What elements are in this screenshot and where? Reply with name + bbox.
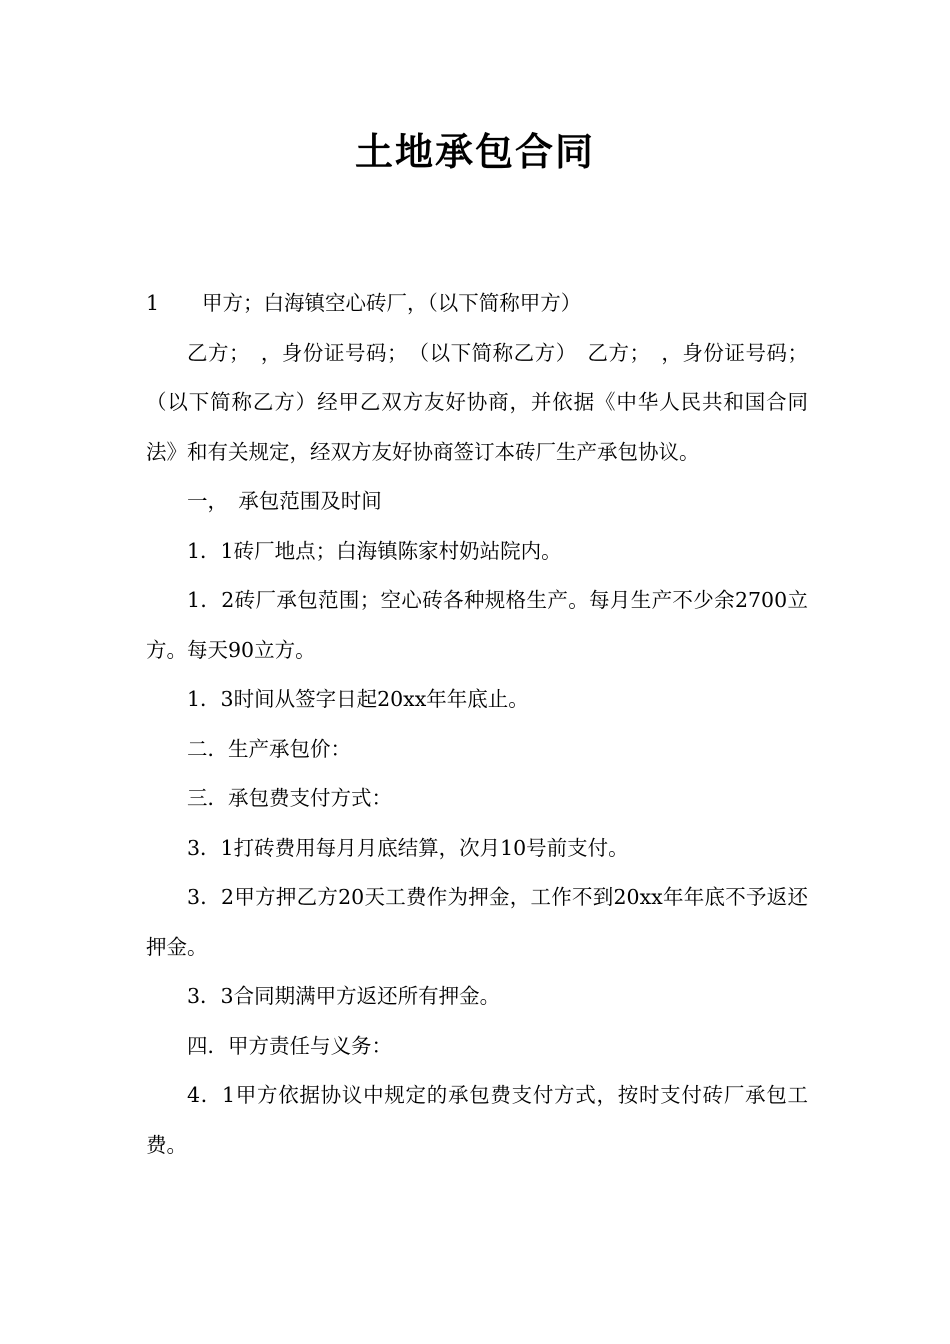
clause-3-3: 3．3合同期满甲方返还所有押金。: [187, 984, 501, 1008]
party-a-text: 甲方；白海镇空心砖厂，（以下简称甲方）: [202, 291, 582, 315]
party-a-line: [146, 279, 808, 329]
section-heading-3: 三．承包费支付方式：: [187, 786, 392, 810]
clause-3-2: 3．2甲方押乙方20天工费作为押金，工作不到20xx年年底不予返还押金。: [146, 885, 808, 959]
clause-1-3: 1．3时间从签字日起20xx年年底止。: [187, 687, 529, 711]
section-heading-1: 一， 承包范围及时间: [187, 489, 382, 513]
clause-1-1: 1．1砖厂地点；白海镇陈家村奶站院内。: [187, 538, 562, 563]
document-title: 土地承包合同: [354, 130, 595, 174]
clause-1-2: 1．2砖厂承包范围；空心砖各种规格生产。每月生产不少余2700立方。每天90立方。: [146, 588, 808, 662]
document-body: [146, 279, 808, 1170]
section-heading-2: 二．生产承包价：: [187, 736, 351, 761]
paragraph-party-b: 乙方； ，身份证号码； （以下简称乙方） 乙方； ，身份证号码；（以下简称乙方）经甲乙双方友好协商，并依据《中华人民共和国合同法》和有关规定，经双方友好协商签订本砖厂生产承包协议。: [146, 340, 808, 464]
line-number: 1: [146, 291, 160, 315]
clause-3-1: 3．1打砖费用每月月底结算，次月10号前支付。: [187, 835, 629, 860]
clause-4-1: 4．1甲方依据协议中规定的承包费支付方式，按时支付砖厂承包工费。: [146, 1083, 808, 1157]
section-heading-4: 四．甲方责任与义务：: [187, 1033, 392, 1058]
